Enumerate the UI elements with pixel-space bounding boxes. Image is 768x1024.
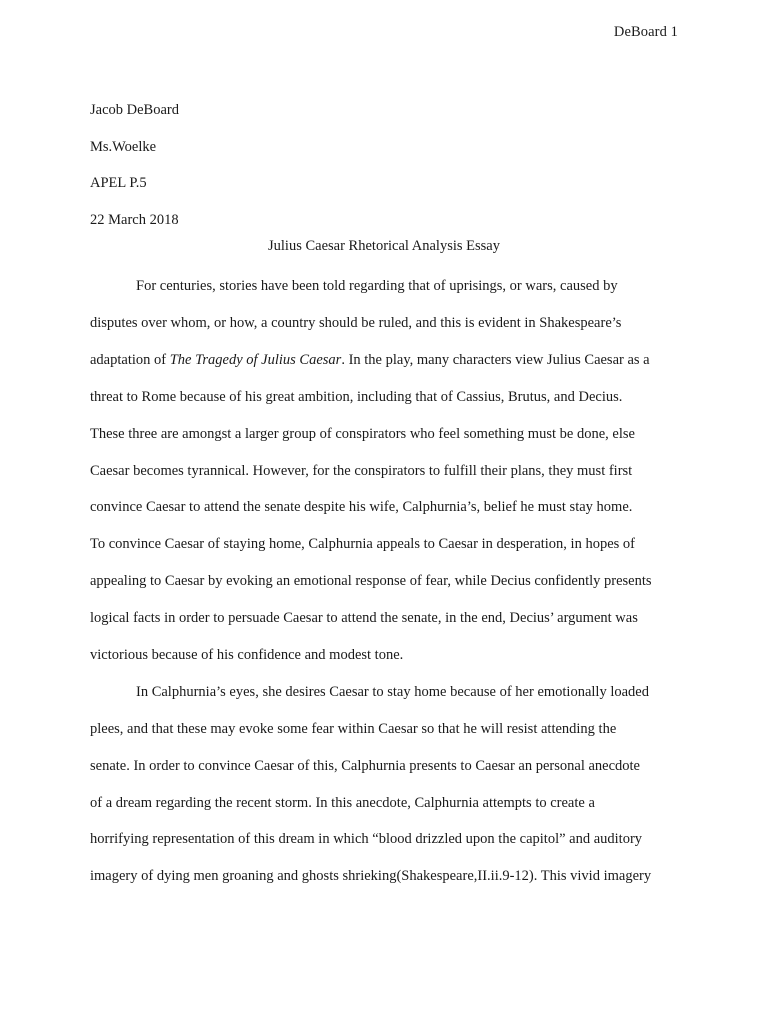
paragraph1-line9: appealing to Caesar by evoking an emotional response of fear, while Decius confidently presents [90,573,652,589]
play-title-italic: The Tragedy of Julius Caesar [169,352,342,368]
paragraph2-line1: In Calphurnia’s eyes, she desires Caesar to stay home because of her emotionally loaded [136,684,649,700]
running-header-page-label: DeBoard 1 [613,24,678,40]
paragraph1-line3-pre: adaptation of [90,352,170,368]
paragraph1-line3 [90,352,650,369]
paragraph2-line6: imagery of dying men groaning and ghosts shrieking(Shakespeare,II.ii.9-12). This vivid imagery [90,868,652,884]
paragraph1-line8: To convince Caesar of staying home, Calphurnia appeals to Caesar in desperation, in hopes of [90,536,635,552]
paragraph1-line2: disputes over whom, or how, a country should be ruled, and this is evident in Shakespeare’s [90,315,622,331]
paragraph2-line5: horrifying representation of this dream in which “blood drizzled upon the capitol” and auditory [90,831,643,847]
paragraph1-line10: logical facts in order to persuade Caesar to attend the senate, in the end, Decius’ argument was [90,610,638,626]
paragraph2-line3: senate. In order to convince Caesar of this, Calphurnia presents to Caesar an personal anecdote [90,758,640,774]
student-name: Jacob DeBoard [90,102,179,118]
paragraph1-line5: These three are amongst a larger group of conspirators who feel something must be done, else [90,426,635,442]
essay-title: Julius Caesar Rhetorical Analysis Essay [268,238,500,254]
paragraph2-line4: of a dream regarding the recent storm. In this anecdote, Calphurnia attempts to create a [90,795,595,811]
paragraph1-line6: Caesar becomes tyrannical. However, for the conspirators to fulfill their plans, they must first [90,463,633,479]
teacher-name: Ms.Woelke [90,138,157,155]
mla-heading [90,92,179,238]
paragraph1-line7: convince Caesar to attend the senate despite his wife, Calphurnia’s, belief he must stay home. [90,499,633,515]
paragraph2-line2: plees, and that these may evoke some fear within Caesar so that he will resist attending the [90,721,617,737]
essay-date: 22 March 2018 [90,211,179,228]
paragraph1-line3-post: . In the play, many characters view Julius Caesar as a [341,352,650,368]
course-name: APEL P.5 [90,175,147,191]
paragraph1-line4: threat to Rome because of his great ambition, including that of Cassius, Brutus, and Decius. [90,389,623,405]
paragraph1-line11: victorious because of his confidence and modest tone. [90,647,404,663]
paragraph1-line1: For centuries, stories have been told regarding that of uprisings, or wars, caused by [136,278,618,294]
